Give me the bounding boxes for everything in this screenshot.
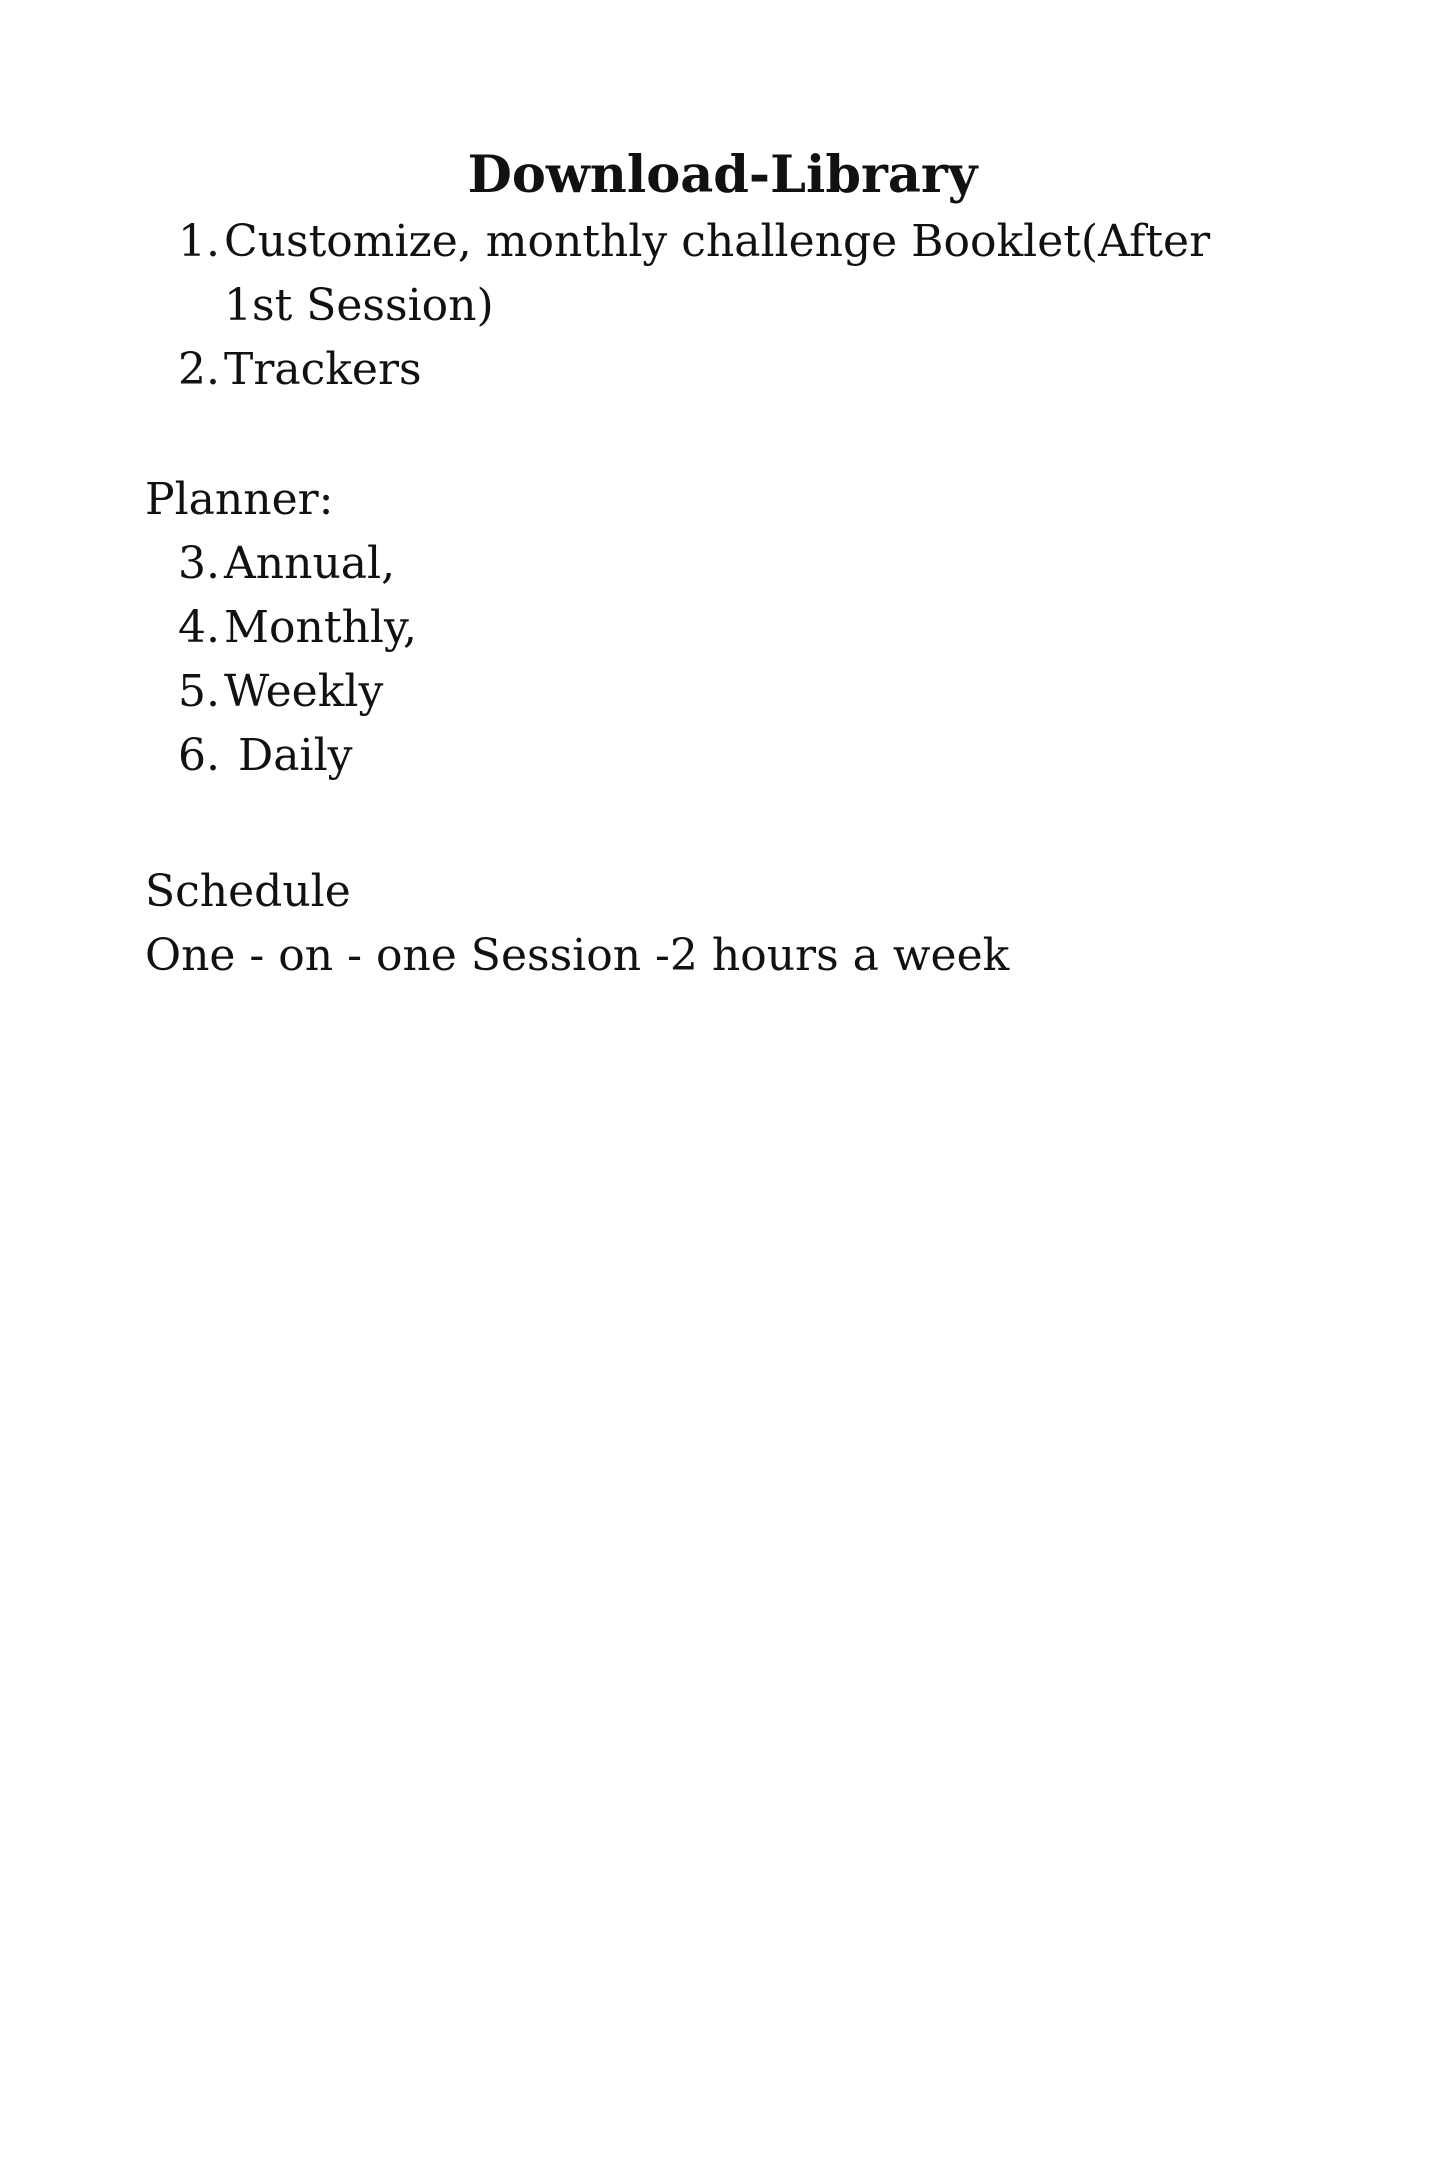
list-item-number: 4. xyxy=(178,602,220,653)
list-item-text: Weekly xyxy=(224,666,384,717)
list-item-text: Monthly, xyxy=(224,602,417,653)
list-item xyxy=(0,724,1264,788)
document-title: Download-Library xyxy=(467,145,978,205)
schedule-label: Schedule xyxy=(145,866,351,917)
list-item xyxy=(0,596,1264,660)
planner-label: Planner: xyxy=(145,474,334,525)
list-item-number: 1. xyxy=(178,216,220,267)
planner-list xyxy=(0,532,1264,788)
list-item xyxy=(0,210,1264,338)
list-item-text: Daily xyxy=(224,730,353,781)
list-item-text: Customize, monthly challenge Booklet(After 1st Session) xyxy=(224,216,1211,331)
list-item-number: 6. xyxy=(178,730,220,781)
list-item xyxy=(0,532,1264,596)
schedule-text: One - on - one Session -2 hours a week xyxy=(145,930,1010,981)
list-item-number: 2. xyxy=(178,344,220,395)
list-item-text: Trackers xyxy=(224,344,422,395)
download-list xyxy=(0,210,1264,402)
list-item xyxy=(0,660,1264,724)
list-item xyxy=(0,338,1264,402)
list-item-number: 5. xyxy=(178,666,220,717)
list-item-number: 3. xyxy=(178,538,220,589)
list-item-text: Annual, xyxy=(224,538,396,589)
